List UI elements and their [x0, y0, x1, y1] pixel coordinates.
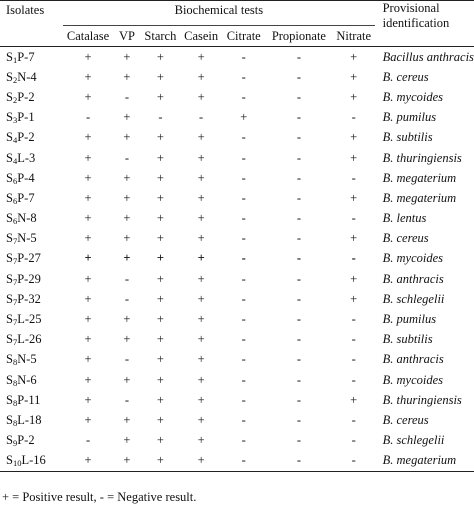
table-row: [0, 108, 474, 128]
result-cell-casein: +: [197, 412, 205, 427]
result-cell-propionate: -: [296, 69, 301, 84]
result-cell-casein: +: [197, 332, 205, 347]
table-row: [0, 431, 474, 451]
identification-cell: B. mycoides: [382, 372, 444, 387]
test-header-vp: VP: [113, 26, 141, 47]
result-cell-starch: +: [156, 231, 164, 246]
result-cell-nitrate: +: [350, 69, 358, 84]
isolate-prefix: S: [6, 231, 13, 246]
result-cell-starch: +: [156, 271, 164, 286]
isolate-prefix: S: [6, 352, 13, 367]
result-cell-catalase: +: [84, 69, 92, 84]
isolate-subscript: 7: [12, 256, 18, 267]
isolate-cell: [0, 309, 63, 329]
result-cell-vp: -: [124, 271, 130, 286]
table-row: [0, 148, 474, 168]
result-cell-vp: +: [123, 231, 131, 246]
result-cell-nitrate: +: [350, 130, 358, 145]
table-row: [0, 47, 474, 68]
result-cell-starch: +: [156, 332, 164, 347]
result-cell-starch: +: [156, 170, 164, 185]
identification-cell: B. megaterium: [382, 170, 457, 185]
result-cell-starch: +: [156, 312, 164, 327]
result-cell-citrate: -: [241, 170, 246, 185]
isolate-cell: [0, 249, 63, 269]
result-cell-vp: +: [123, 433, 131, 448]
result-cell-starch: +: [156, 412, 164, 427]
isolate-subscript: 2: [12, 74, 18, 85]
isolate-cell: [0, 188, 63, 208]
result-cell-starch: +: [156, 211, 164, 226]
result-cell-casein: +: [197, 251, 205, 266]
result-cell-propionate: -: [296, 170, 301, 185]
identification-cell: B. megaterium: [382, 190, 457, 205]
result-cell-vp: +: [123, 170, 131, 185]
result-cell-catalase: +: [84, 49, 92, 64]
isolate-subscript: 4: [12, 135, 18, 146]
table-row: [0, 370, 474, 390]
result-cell-citrate: -: [241, 352, 246, 367]
isolate-suffix: N-5: [17, 231, 37, 246]
result-cell-citrate: -: [241, 271, 246, 286]
isolate-suffix: P-4: [17, 170, 35, 185]
identification-cell: B. cereus: [382, 231, 429, 246]
result-cell-vp: -: [124, 392, 130, 407]
result-cell-starch: +: [156, 190, 164, 205]
result-cell-nitrate: -: [351, 170, 356, 185]
identification-cell: B. subtilis: [382, 332, 433, 347]
result-cell-catalase: +: [84, 412, 92, 427]
isolate-subscript: 4: [12, 155, 18, 166]
isolate-subscript: 8: [12, 417, 18, 428]
result-cell-casein: +: [197, 130, 205, 145]
result-cell-vp: +: [123, 412, 131, 427]
isolate-subscript: 10: [12, 458, 22, 469]
table-row: [0, 188, 474, 208]
isolate-suffix: L-18: [17, 412, 42, 427]
isolate-suffix: P-2: [17, 89, 35, 104]
table-row: [0, 128, 474, 148]
identification-cell: B. thuringiensis: [382, 150, 462, 165]
isolate-cell: [0, 431, 63, 451]
result-cell-vp: +: [123, 110, 131, 125]
isolate-suffix: L-26: [17, 332, 42, 347]
result-cell-catalase: +: [63, 451, 113, 472]
result-cell-nitrate: +: [350, 150, 358, 165]
isolate-cell: [0, 67, 63, 87]
isolate-cell: [0, 229, 63, 249]
isolate-prefix: S: [6, 110, 13, 125]
result-cell-vp: +: [123, 49, 131, 64]
isolate-suffix: P-1: [17, 110, 35, 125]
test-header-starch: Starch: [141, 26, 180, 47]
result-cell-casein: +: [197, 170, 205, 185]
identification-cell: B. anthracis: [382, 271, 444, 286]
identification-cell: B. mycoides: [382, 89, 444, 104]
isolate-prefix: S: [6, 69, 13, 84]
result-cell-propionate: -: [296, 291, 301, 306]
identification-cell: B. thuringiensis: [382, 392, 462, 407]
result-cell-starch: -: [158, 110, 163, 125]
isolate-prefix: S: [6, 251, 13, 266]
isolate-suffix: N-5: [17, 352, 37, 367]
isolate-prefix: S: [6, 271, 13, 286]
result-cell-nitrate: +: [350, 89, 358, 104]
biochemical-tests-header: Biochemical tests: [63, 1, 374, 26]
result-cell-casein: +: [197, 392, 205, 407]
result-cell-propionate: -: [296, 332, 301, 347]
isolate-prefix: S: [6, 170, 13, 185]
result-cell-vp: +: [123, 332, 131, 347]
result-cell-citrate: -: [222, 451, 265, 472]
result-cell-starch: +: [141, 451, 180, 472]
result-cell-propionate: -: [296, 392, 301, 407]
result-cell-propionate: -: [296, 231, 301, 246]
result-cell-propionate: -: [296, 251, 301, 266]
isolate-prefix: S: [6, 130, 13, 145]
isolate-subscript: 8: [12, 377, 18, 388]
isolate-subscript: 8: [12, 357, 18, 368]
result-cell-citrate: +: [240, 110, 248, 125]
isolate-subscript: 1: [12, 54, 18, 65]
result-cell-catalase: +: [84, 291, 92, 306]
isolate-suffix: L-25: [17, 312, 42, 327]
isolate-prefix: S: [6, 49, 13, 64]
result-cell-starch: +: [156, 433, 164, 448]
isolate-prefix: S: [6, 433, 13, 448]
isolate-cell: [0, 128, 63, 148]
result-cell-casein: +: [197, 49, 205, 64]
isolate-prefix: S: [6, 291, 13, 306]
result-cell-citrate: -: [241, 433, 246, 448]
result-cell-starch: +: [156, 392, 164, 407]
isolate-prefix: S: [6, 190, 13, 205]
identification-cell: B. subtilis: [382, 130, 433, 145]
table-row: [0, 309, 474, 329]
isolate-prefix: S: [6, 453, 13, 468]
result-cell-casein: +: [197, 372, 205, 387]
isolate-subscript: 9: [12, 438, 18, 449]
result-cell-casein: +: [197, 89, 205, 104]
result-cell-vp: +: [123, 211, 131, 226]
result-cell-catalase: +: [84, 89, 92, 104]
result-cell-citrate: -: [241, 49, 246, 64]
result-cell-vp: -: [124, 150, 130, 165]
isolate-subscript: 6: [12, 216, 18, 227]
result-cell-citrate: -: [241, 190, 246, 205]
result-cell-catalase: -: [85, 433, 91, 448]
result-cell-catalase: +: [84, 312, 92, 327]
result-cell-nitrate: +: [350, 49, 358, 64]
result-cell-catalase: -: [85, 110, 91, 125]
result-cell-nitrate: -: [333, 451, 375, 472]
result-cell-citrate: -: [241, 312, 246, 327]
result-cell-starch: +: [156, 130, 164, 145]
result-cell-casein: +: [197, 190, 205, 205]
result-cell-citrate: -: [241, 89, 246, 104]
result-cell-nitrate: -: [351, 332, 356, 347]
isolate-prefix: S: [6, 332, 13, 347]
result-cell-casein: +: [197, 211, 205, 226]
isolate-cell: [0, 350, 63, 370]
result-cell-vp: +: [123, 130, 131, 145]
identification-cell: Bacillus anthracis: [382, 49, 474, 64]
isolate-subscript: 6: [12, 175, 18, 186]
isolate-cell: [0, 47, 63, 68]
result-cell-casein: -: [199, 110, 204, 125]
result-cell-casein: +: [197, 150, 205, 165]
isolate-cell: [0, 370, 63, 390]
result-cell-propionate: -: [296, 433, 301, 448]
test-header-catalase: Catalase: [63, 26, 113, 47]
result-cell-catalase: +: [84, 150, 92, 165]
result-cell-catalase: +: [84, 190, 92, 205]
isolate-suffix: L-16: [21, 453, 46, 468]
table-row: [0, 67, 474, 87]
identification-cell: B. megaterium: [375, 451, 474, 472]
result-cell-catalase: +: [84, 392, 92, 407]
table-row: [0, 330, 474, 350]
table-row: [0, 229, 474, 249]
footnote: + = Positive result, - = Negative result.: [2, 490, 197, 504]
result-cell-propionate: -: [296, 130, 301, 145]
result-cell-propionate: -: [296, 89, 301, 104]
result-cell-starch: +: [156, 89, 164, 104]
result-cell-catalase: +: [84, 372, 92, 387]
result-cell-propionate: -: [296, 271, 301, 286]
table-row: [0, 269, 474, 289]
result-cell-vp: -: [124, 89, 130, 104]
isolate-cell: [0, 410, 63, 430]
isolate-suffix: P-2: [17, 130, 35, 145]
isolate-suffix: P-27: [17, 251, 41, 266]
identification-cell: B. lentus: [382, 211, 427, 226]
result-cell-citrate: -: [241, 332, 246, 347]
result-cell-casein: +: [197, 291, 205, 306]
result-cell-citrate: -: [241, 251, 246, 266]
result-cell-catalase: +: [84, 332, 92, 347]
result-cell-casein: +: [197, 352, 205, 367]
result-cell-nitrate: -: [351, 312, 356, 327]
result-cell-catalase: +: [84, 130, 92, 145]
identification-cell: B. pumilus: [382, 312, 437, 327]
isolate-subscript: 7: [12, 317, 18, 328]
result-cell-citrate: -: [241, 392, 246, 407]
result-cell-propionate: -: [296, 412, 301, 427]
result-cell-nitrate: +: [350, 392, 358, 407]
result-cell-citrate: -: [241, 69, 246, 84]
test-header-citrate: Citrate: [222, 26, 265, 47]
provisional-identification-header: [375, 1, 474, 47]
table-row: [0, 350, 474, 370]
isolate-cell: [0, 330, 63, 350]
isolate-cell: [0, 390, 63, 410]
isolate-suffix: P-11: [17, 392, 41, 407]
identification-cell: B. cereus: [382, 69, 429, 84]
identification-cell: B. pumilus: [382, 110, 437, 125]
isolate-prefix: S: [6, 150, 13, 165]
test-header-casein: Casein: [180, 26, 223, 47]
isolate-prefix: S: [6, 89, 13, 104]
result-cell-propionate: -: [296, 372, 301, 387]
result-cell-starch: +: [156, 291, 164, 306]
result-cell-citrate: -: [241, 150, 246, 165]
result-cell-starch: +: [156, 69, 164, 84]
isolate-subscript: 7: [12, 337, 18, 348]
isolate-suffix: N-6: [17, 372, 37, 387]
result-cell-citrate: -: [241, 130, 246, 145]
isolate-prefix: S: [6, 211, 13, 226]
identification-cell: B. schlegelii: [382, 291, 445, 306]
test-header-propionate: Propionate: [265, 26, 333, 47]
result-cell-starch: +: [156, 150, 164, 165]
identification-label: identification: [382, 16, 450, 30]
result-cell-starch: +: [156, 352, 164, 367]
identification-cell: B. anthracis: [382, 352, 444, 367]
table-body: [0, 47, 474, 472]
header-row-top: [0, 1, 474, 26]
isolate-cell: [0, 87, 63, 107]
isolate-cell: [0, 289, 63, 309]
result-cell-casein: +: [197, 312, 205, 327]
identification-cell: B. mycoides: [382, 251, 444, 266]
isolate-suffix: N-4: [17, 69, 37, 84]
result-cell-starch: +: [156, 372, 164, 387]
result-cell-casein: +: [197, 271, 205, 286]
isolate-suffix: N-8: [17, 211, 37, 226]
identification-cell: B. schlegelii: [382, 433, 445, 448]
result-cell-propionate: -: [296, 352, 301, 367]
result-cell-starch: +: [156, 49, 164, 64]
isolate-prefix: S: [6, 372, 13, 387]
isolate-cell: [0, 168, 63, 188]
isolate-cell: [0, 451, 63, 472]
result-cell-nitrate: -: [351, 211, 356, 226]
isolate-cell: [0, 148, 63, 168]
result-cell-propionate: -: [296, 211, 301, 226]
result-cell-starch: +: [156, 251, 164, 266]
result-cell-nitrate: +: [350, 190, 358, 205]
result-cell-catalase: +: [84, 251, 92, 266]
isolate-cell: [0, 209, 63, 229]
result-cell-nitrate: -: [351, 372, 356, 387]
result-cell-citrate: -: [241, 412, 246, 427]
result-cell-nitrate: -: [351, 110, 356, 125]
isolate-prefix: S: [6, 392, 13, 407]
result-cell-catalase: +: [84, 170, 92, 185]
result-cell-nitrate: -: [351, 412, 356, 427]
isolate-subscript: 3: [12, 115, 18, 126]
isolates-header: Isolates: [0, 1, 63, 47]
result-cell-casein: +: [197, 433, 205, 448]
result-cell-propionate: -: [296, 49, 301, 64]
isolate-suffix: P-2: [17, 433, 35, 448]
table-row: [0, 209, 474, 229]
result-cell-casein: +: [180, 451, 223, 472]
result-cell-propionate: -: [296, 110, 301, 125]
isolate-subscript: 7: [12, 276, 18, 287]
isolate-subscript: 7: [12, 296, 18, 307]
result-cell-citrate: -: [241, 231, 246, 246]
isolate-cell: [0, 108, 63, 128]
result-cell-citrate: -: [241, 372, 246, 387]
result-cell-propionate: -: [265, 451, 333, 472]
result-cell-citrate: -: [241, 211, 246, 226]
result-cell-vp: -: [124, 291, 130, 306]
isolate-suffix: P-29: [17, 271, 41, 286]
table-row: [0, 289, 474, 309]
table-row: [0, 87, 474, 107]
result-cell-nitrate: -: [351, 352, 356, 367]
table-row: [0, 249, 474, 269]
table-row: [0, 168, 474, 188]
result-cell-vp: +: [123, 312, 131, 327]
result-cell-vp: +: [113, 451, 141, 472]
table-row: [0, 451, 474, 472]
result-cell-nitrate: +: [350, 291, 358, 306]
result-cell-nitrate: +: [350, 231, 358, 246]
isolate-subscript: 6: [12, 195, 18, 206]
isolate-suffix: P-32: [17, 291, 41, 306]
result-cell-nitrate: -: [351, 433, 356, 448]
isolate-prefix: S: [6, 312, 13, 327]
isolate-prefix: S: [6, 412, 13, 427]
result-cell-casein: +: [197, 231, 205, 246]
result-cell-vp: -: [124, 352, 130, 367]
test-header-nitrate: Nitrate: [333, 26, 375, 47]
isolate-subscript: 2: [12, 94, 18, 105]
identification-cell: B. cereus: [382, 412, 429, 427]
result-cell-catalase: +: [84, 352, 92, 367]
result-cell-catalase: +: [84, 231, 92, 246]
result-cell-nitrate: +: [350, 271, 358, 286]
result-cell-casein: +: [197, 69, 205, 84]
result-cell-vp: +: [123, 190, 131, 205]
isolate-subscript: 7: [12, 236, 18, 247]
result-cell-catalase: +: [84, 211, 92, 226]
table-row: [0, 410, 474, 430]
table-row: [0, 390, 474, 410]
result-cell-citrate: -: [241, 291, 246, 306]
isolate-cell: [0, 269, 63, 289]
isolate-suffix: P-7: [17, 49, 35, 64]
isolate-subscript: 8: [12, 397, 18, 408]
result-cell-vp: +: [123, 251, 131, 266]
result-cell-propionate: -: [296, 190, 301, 205]
result-cell-catalase: +: [84, 271, 92, 286]
result-cell-propionate: -: [296, 150, 301, 165]
result-cell-vp: +: [123, 69, 131, 84]
isolate-suffix: P-7: [17, 190, 35, 205]
isolate-suffix: L-3: [17, 150, 36, 165]
result-cell-propionate: -: [296, 312, 301, 327]
provisional-label: Provisional: [382, 1, 440, 15]
result-cell-nitrate: -: [351, 251, 356, 266]
result-cell-vp: +: [123, 372, 131, 387]
